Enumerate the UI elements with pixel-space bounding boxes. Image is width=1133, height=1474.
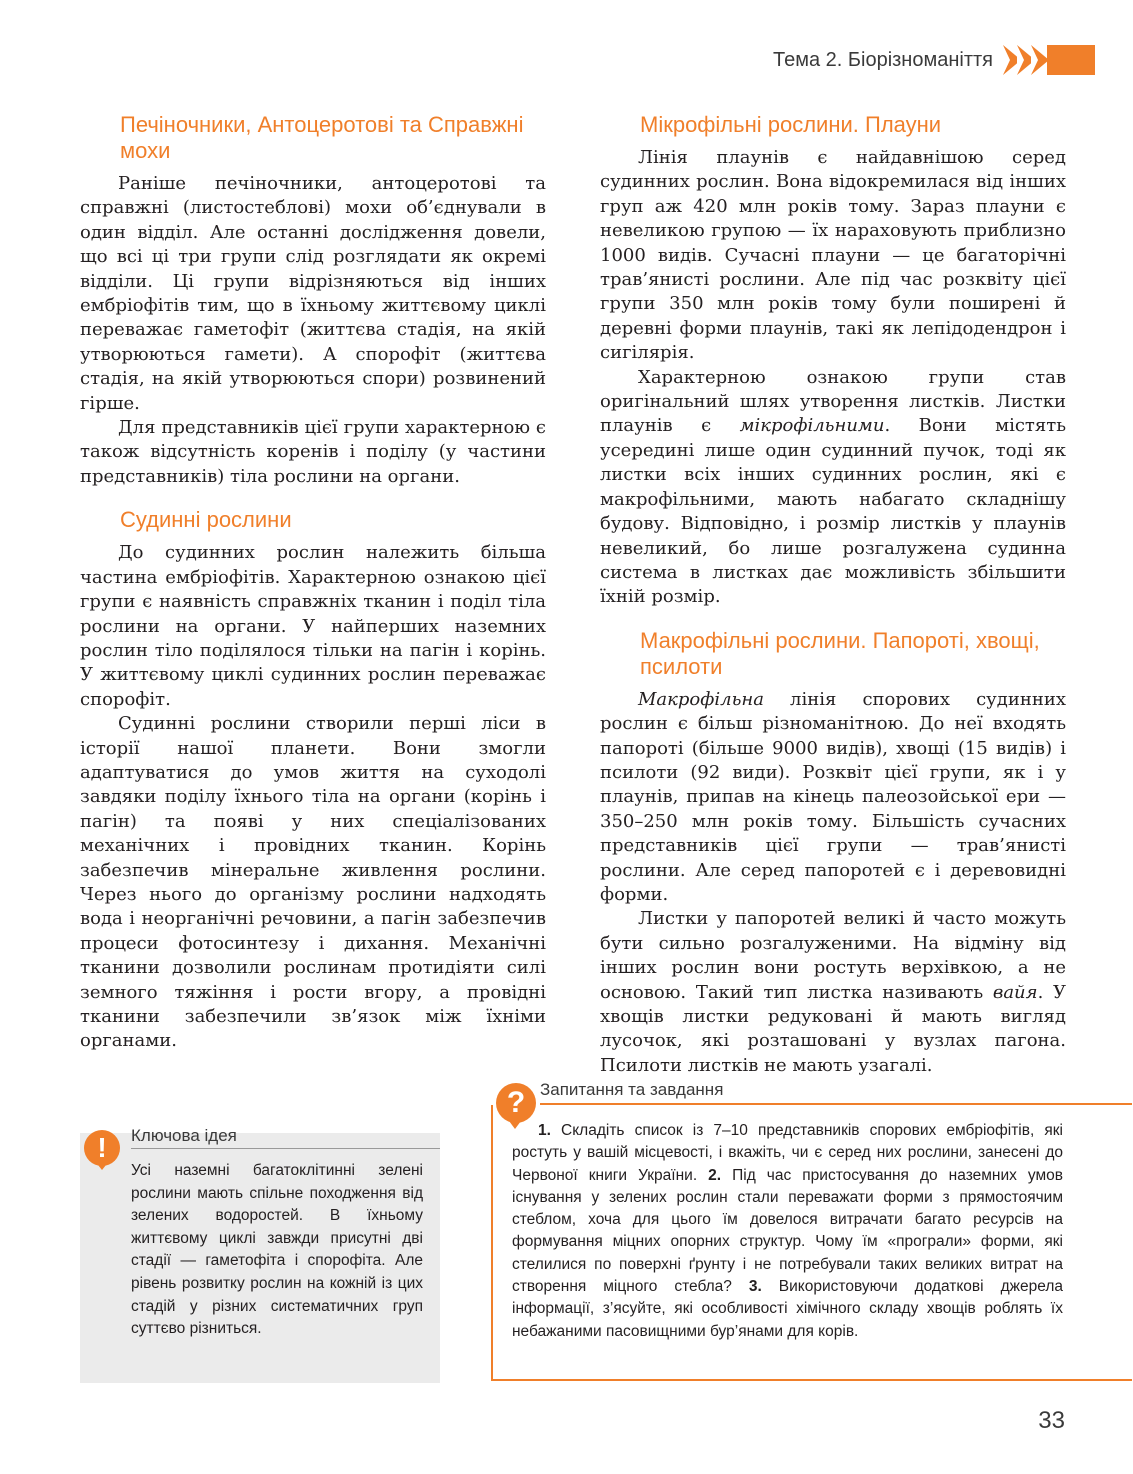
- divider: [540, 1103, 1132, 1105]
- page-header: [773, 44, 1095, 76]
- paragraph: Характерною ознакою групи став оригінальний шлях утворення листків. Листки плаунів є мікрофільними. Вони містять усередині лише один судинний пучок, тоді як листки всіх інших судинних рослин, які є макрофільними, мають набагато складнішу будову. Відповідно, і розмір листків у плаунів невеликий, бо лише розгалужена судинна система в листках дає можливість збільшити їхній розмір.: [600, 366, 1066, 608]
- exclamation-icon: !: [84, 1130, 120, 1166]
- chevron-arrows-icon: [1007, 45, 1095, 75]
- paragraph: Лінія плаунів є найдавнішою серед судинних рослин. Вона відокремилася від інших груп аж 420 млн років тому. Зараз плауни є невеликою групою — їх нараховують приблизно 1000 видів. Сучасні плауни — це багаторічні трав’янисті рослини. Але під час розквіту цієї групи 350 млн років тому були поширені й деревні форми плаунів, такі як лепідодендрон і сигілярія.: [600, 147, 1066, 364]
- paragraph: Судинні рослини створили перші ліси в історії нашої планети. Вони змогли адаптуватися до умов життя на суходолі завдяки поділу їхнього тіла на органи (корінь і пагін) та появі у них спеціалізованих механічних і провідних тканин. Корінь забезпечив мінеральне живлення рослини. Через нього до організму рослини надходять вода і неорганічні речовини, а пагін забезпечив процеси фотосинтезу і дихання. Механічні тканини дозволили рослинам протидіяти силі земного тяжіння і рости вгору, а провідні тканини забезпечили зв’язок між їхніми органами.: [80, 713, 546, 1052]
- left-column: [80, 112, 546, 1054]
- question-mark-icon: ?: [496, 1083, 536, 1123]
- heading-microphyllous: Мікрофільні рослини. Плауни: [640, 112, 942, 137]
- paragraph: Макрофільна лінія спорових судинних рослин є більш різноманітною. До неї входять папороті (більше 9000 видів), хвощі (15 видів) і псилоти (92 види). Розквіт цієї групи, як і у плаунів, припав на кінець палеозойської ери — 350–250 млн років тому. Більшість сучасних представників цієї групи — трав’янисті рослини. Але серед папоротей є і деревовидні форми.: [600, 688, 1066, 905]
- right-column: [600, 112, 1066, 1078]
- heading-vascular-plants: Судинні рослини: [120, 507, 292, 533]
- heading-mosses: Печіночники, Антоцеротові та Справжні мохи: [120, 112, 524, 163]
- key-idea-text: Усі наземні багатоклітинні зелені рослини мають спільне походження від зелених водоростей. В їхньому життєвому циклі завжди присутні дві стадії — гаметофіта і спорофіта. Але рівень розвитку рослин на кожній із цих стадій у різних систематичних груп суттєво різниться.: [131, 1162, 423, 1338]
- heading-macrophyllous: Макрофільні рослини. Папороті, хвощі, псилоти: [640, 627, 1040, 679]
- paragraph: Для представників цієї групи характерною є також відсутність коренів і поділу (у частини представників) тіла рослини на органи.: [80, 417, 546, 487]
- key-idea-title: Ключова ідея: [131, 1126, 237, 1145]
- paragraph: Раніше печіночники, антоцеротові та справжні (листостеблові) мохи об’єднували в один відділ. Але останні дослідження довели, що всі ці три групи слід розглядати як окремі відділи. Ці групи відрізняються від інших ембріофітів тим, що в їхньому життєвому циклі переважає гаметофіт (життєва стадія, на якій утворюються гамети). А спорофіт (життєва стадія, на якій утворюються спори) розвинений гірше.: [80, 173, 546, 414]
- divider: [131, 1148, 440, 1149]
- questions-text: 1. Складіть список із 7–10 представників спорових ембріофітів, які ростуть у вашій місцевості, і вкажіть, чи є серед них рослини, занесені до Червоної книги України. 2. Під час пристосування до наземних умов існування у зелених рослин стали переважати форми з прямостоячим стеблом, хоча для цього їм довелося витрачати багато ресурсів на формування міцних опорних структур. Чому їм «програли» форми, які стелилися по поверхні ґрунту і не потребували таких великих витрат на створення міцного стебла? 3. Використовуючи додаткові джерела інформації, з’ясуйте, які особливості хімічного складу хвощів роблять їх небажаними пасовищними бур’янами для корів.: [512, 1122, 1063, 1340]
- paragraph: До судинних рослин належить більша частина ембріофітів. Характерною ознакою цієї групи є наявність справжніх тканин і поділ тіла рослини на органи. У найперших наземних рослин тіло поділялося тільки на пагін і корінь. У життєвому циклі судинних рослин переважає спорофіт.: [80, 542, 546, 710]
- questions-title: Запитання та завдання: [540, 1080, 724, 1099]
- topic-title: Тема 2. Біорізноманіття: [773, 48, 993, 71]
- page-number: 33: [1038, 1407, 1065, 1434]
- paragraph: Листки у папоротей великі й часто можуть бути сильно розгалуженими. На відміну від інших рослин вони ростуть верхівкою, а не основою. Такий тип листка називають вайя. У хвощів листки редуковані й мають вигляд лусочок, які розташовані у вузлах пагона. Псилоти листків не мають узагалі.: [600, 908, 1066, 1076]
